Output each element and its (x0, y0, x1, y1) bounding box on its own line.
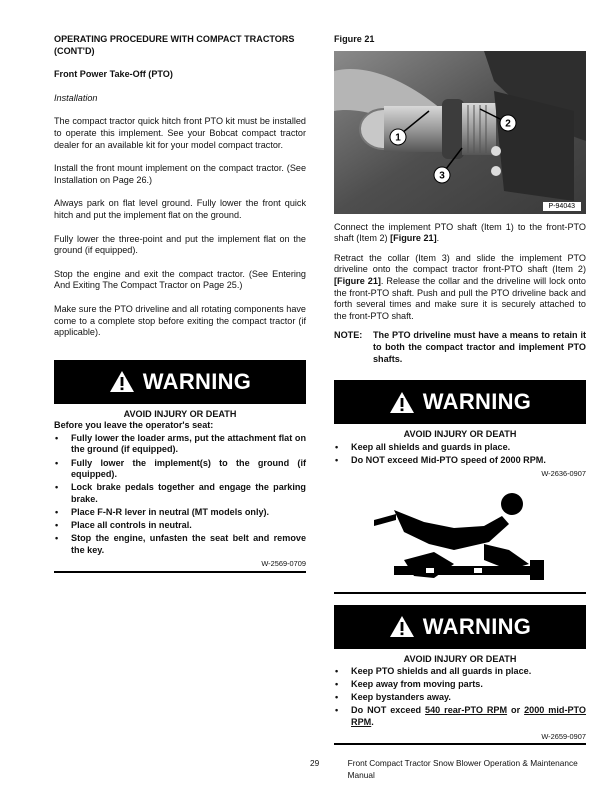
note-text: The PTO driveline must have a means to retain it to both the compact tractor and implement PTO shafts. (373, 330, 586, 364)
paragraph: Always park on flat level ground. Fully lower the front quick hitch and put the implement flat on the ground. (54, 198, 306, 220)
warning-item: • Keep bystanders away. (334, 692, 586, 704)
paragraph: Install the front mount implement on the compact tractor. (See Installation on Page 26.) (54, 163, 306, 185)
warning-block-shields (334, 380, 586, 479)
entanglement-pictogram (334, 480, 586, 592)
left-column (54, 34, 306, 573)
warning-list (54, 433, 306, 556)
warning-banner (334, 380, 586, 424)
warning-label: WARNING (422, 613, 532, 639)
note (334, 330, 586, 365)
warning-item: • Keep away from moving parts. (334, 679, 586, 691)
warning-item: • Fully lower the loader arms, put the attachment flat on the ground (if equipped). (54, 433, 306, 456)
warning-item: • Keep all shields and guards in place. (334, 442, 586, 454)
paragraph: Fully lower the three-point and put the implement flat on the ground (if equipped). (54, 233, 306, 256)
warning-banner (54, 360, 306, 404)
warning-divider (54, 571, 306, 573)
warning-label: WARNING (142, 368, 252, 394)
callout-1: 1 (395, 132, 401, 144)
right-column (334, 34, 586, 745)
warning-list (334, 666, 586, 728)
section-title: OPERATING PROCEDURE WITH COMPACT TRACTORS (CONT'D) (54, 34, 295, 56)
warning-title: AVOID INJURY OR DEATH (403, 429, 517, 440)
warning-triangle-icon (389, 391, 415, 414)
note-label: NOTE: (334, 330, 363, 341)
callout-2: 2 (505, 118, 511, 130)
warning-title: AVOID INJURY OR DEATH (403, 653, 517, 664)
warning-triangle-icon (389, 615, 415, 638)
warning-triangle-icon (109, 370, 135, 393)
page-number: 29 (310, 758, 320, 768)
paragraph-connect: Connect the implement PTO shaft (Item 1) to the front-PTO shaft (Item 2) [Figure 21]. (334, 221, 586, 244)
warning-intro: Before you leave the operator's seat: (54, 420, 214, 431)
warning-item: • Place F-N-R lever in neutral (MT models only). (54, 507, 306, 519)
paragraph: Make sure the PTO driveline and all rotating components have come to a complete stop before exiting the compact tractor (if applicable). (54, 303, 306, 338)
figure-title: Figure 21 (334, 34, 375, 44)
paragraph: Stop the engine and exit the compact tractor. (See Entering And Exiting The Compact Tractor on Page 25.) (54, 268, 306, 291)
section-subtitle: Front Power Take-Off (PTO) (54, 69, 173, 80)
warning-code: W-2659-0907 (541, 731, 586, 741)
warning-block-pto (334, 605, 586, 746)
paragraph: The compact tractor quick hitch front PTO kit must be installed to operate this implement. See your Bobcat compact tractor dealer for an available kit for your model compact tractor. (54, 116, 306, 150)
photo-id: P-94043 (543, 202, 581, 211)
warning-item: • Lock brake pedals together and engage the parking brake. (54, 482, 306, 505)
paragraph-retract: Retract the collar (Item 3) and slide the implement PTO driveline onto the compact tractor front-PTO shaft (Item 2) [Figure 21]. Release the collar and the driveline will lock onto the front-PTO shaft. Push and pull the PTO driveline back and forth several times and make sure it is securely attached to the front-PTO shaft. (334, 252, 586, 321)
callout-3: 3 (439, 170, 445, 182)
warning-code: W-2636-0907 (541, 468, 586, 478)
warning-title: AVOID INJURY OR DEATH (123, 408, 237, 419)
warning-list (334, 442, 586, 467)
warning-item: • Do NOT exceed Mid-PTO speed of 2000 RPM. (334, 455, 586, 467)
subhead-installation: Installation (54, 92, 98, 103)
warning-item: • Fully lower the implement(s) to the ground (if equipped). (54, 458, 306, 481)
warning-item: • Stop the engine, unfasten the seat belt and remove the key. (54, 533, 306, 556)
page-footer (310, 758, 592, 781)
warning-code: W-2569-0709 (261, 559, 306, 569)
warning-divider (334, 743, 586, 745)
warning-banner (334, 605, 586, 649)
warning-item: • Place all controls in neutral. (54, 520, 306, 532)
warning-label: WARNING (422, 389, 532, 415)
pto-shaft-illustration (334, 51, 586, 214)
entanglement-hazard-icon (334, 480, 586, 592)
warning-item: • Keep PTO shields and all guards in place. (334, 666, 586, 678)
warning-item-rpm: • Do NOT exceed 540 rear-PTO RPM or 2000 mid-PTO RPM. (334, 705, 586, 728)
manual-title: Front Compact Tractor Snow Blower Operation & Maintenance Manual (347, 758, 578, 780)
figure-21-photo (334, 51, 586, 214)
warning-block-seat (54, 360, 306, 573)
